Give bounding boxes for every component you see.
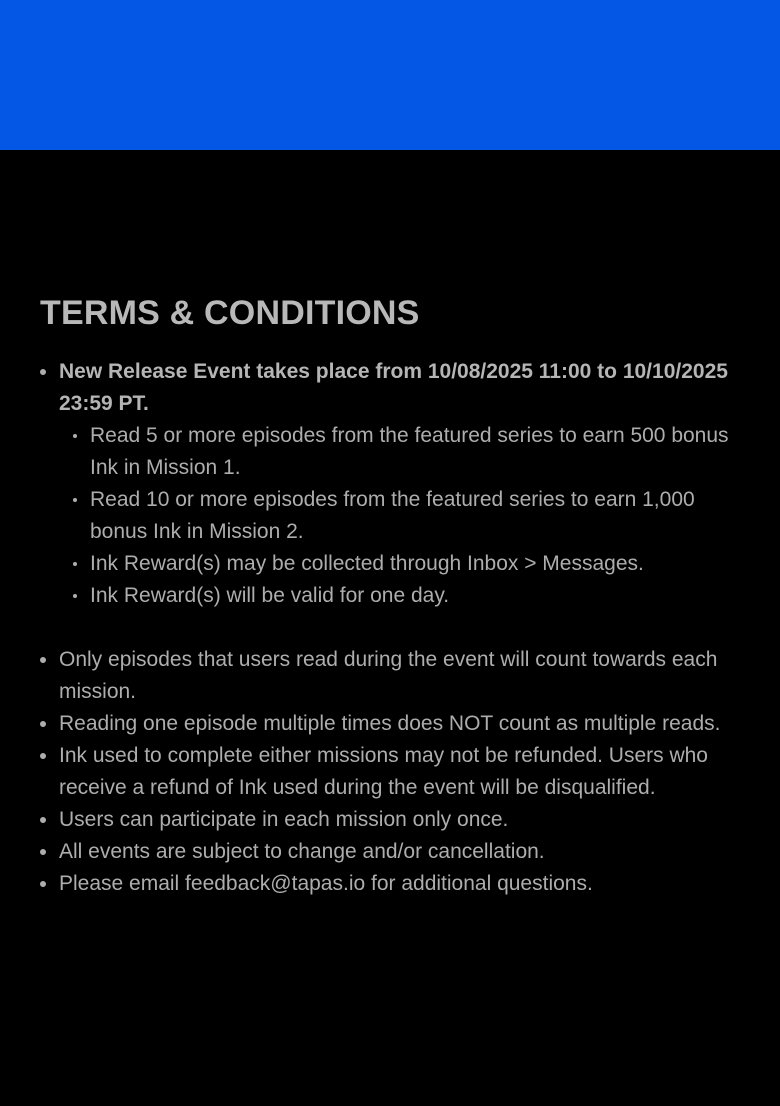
terms-section bbox=[0, 294, 780, 900]
list-item: Only episodes that users read during the event will count towards each mission. bbox=[40, 644, 740, 708]
sub-list-item: Ink Reward(s) may be collected through Inbox > Messages. bbox=[71, 548, 740, 580]
sub-list-item: Read 10 or more episodes from the featured series to earn 1,000 bonus Ink in Mission 2. bbox=[71, 484, 740, 548]
sub-list-item: Read 5 or more episodes from the featured series to earn 500 bonus Ink in Mission 1. bbox=[71, 420, 740, 484]
terms-rules-list bbox=[40, 644, 740, 900]
list-item: Please email feedback@tapas.io for additional questions. bbox=[40, 868, 740, 900]
sub-list-item: Ink Reward(s) will be valid for one day. bbox=[71, 580, 740, 612]
list-item: Ink used to complete either missions may not be refunded. Users who receive a refund of Ink used during the event will be disqualified. bbox=[40, 740, 740, 804]
list-item: Reading one episode multiple times does NOT count as multiple reads. bbox=[40, 708, 740, 740]
list-spacer bbox=[40, 612, 740, 644]
terms-list bbox=[40, 356, 740, 612]
top-banner bbox=[0, 0, 780, 150]
mission-sub-list bbox=[71, 420, 740, 612]
list-item: All events are subject to change and/or cancellation. bbox=[40, 836, 740, 868]
list-item: Users can participate in each mission only once. bbox=[40, 804, 740, 836]
event-period-item bbox=[40, 356, 740, 612]
terms-title: TERMS & CONDITIONS bbox=[40, 294, 420, 332]
event-period-text: New Release Event takes place from 10/08/2025 11:00 to 10/10/2025 23:59 PT. bbox=[59, 360, 728, 415]
